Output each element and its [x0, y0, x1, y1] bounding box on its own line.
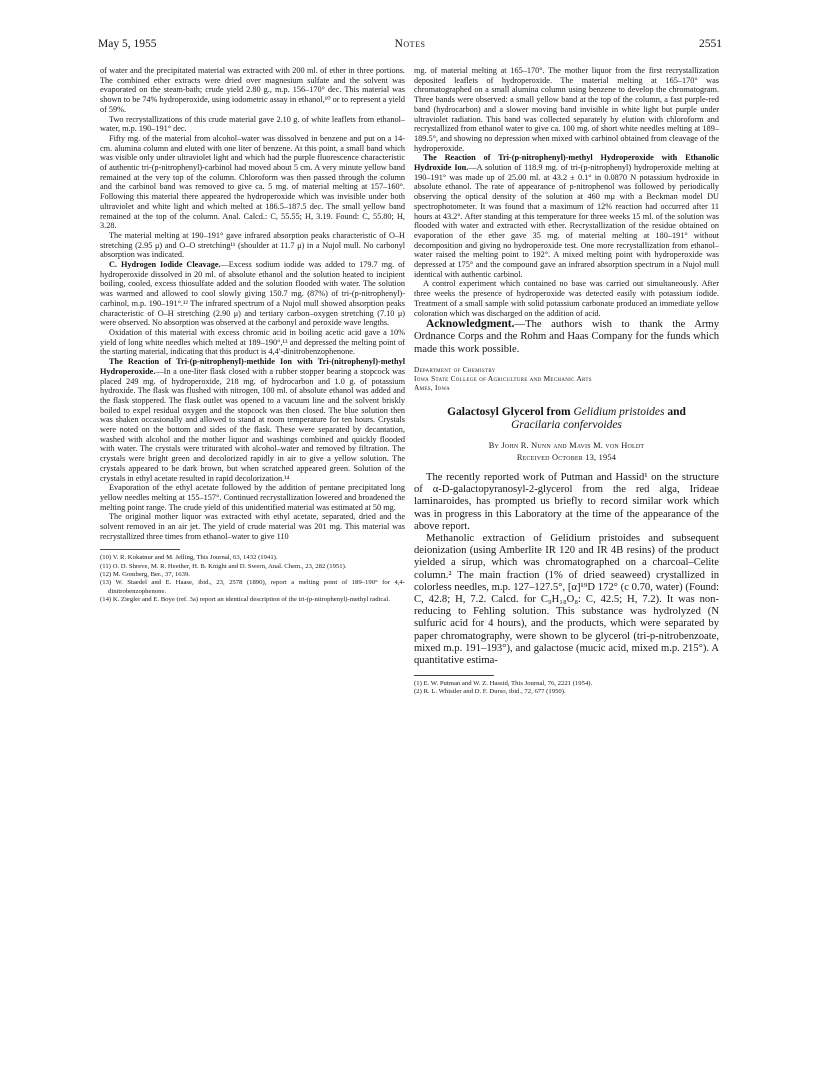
paragraph-text: —Excess sodium iodide was added to 179.7 mg. of hydroperoxide dissolved in 20 ml. of absolute ethanol and the solution heated to incipient boiling, cooled, excess thiosulfate added and the solution flooded with water. The solution was warmed and allowed to cool slowly giving 150.7 mg. (87%) of tri-(p-nitrophenyl)-carbinol, m.p. 190–191°.¹² The infrared spectrum of a Nujol mull showed absorption peaks characteristic of O–H stretching (2.90 μ) and tertiary carbon–oxygen stretching (7.10 μ) were observed. No absorption was observed at the carbonyl and peroxide wave lengths.	[100, 260, 406, 328]
running-head	[98, 38, 722, 54]
footnote: (13) W. Staedel and E. Haase, ibid., 23, 2578 (1890), report a melting point of 189–190° for 4,4-dinitrobenzophenone.	[100, 579, 405, 595]
received-date: Received October 13, 1954	[516, 452, 617, 462]
paragraph: of water and the precipitated material was extracted with 200 ml. of ether in three portions. The combined ether extracts were dried over magnesium sulfate and the solvent was evaporated on the steam-bath; crude yield 2.80 g., m.p. 156–170° dec. This material was shown to be 74% hydroperoxide, using iodometric assay in ethanol,¹⁰ or to represent a yield of 59%.	[100, 66, 405, 114]
paragraph: The original mother liquor was extracted with ethyl acetate, separated, dried and the solvent removed in an air jet. The yield of crude material was 201 mg. This material was recrystallized three times from ethanol–water to give 110	[100, 512, 405, 541]
article-title-genus: Gracilaria confervoides	[511, 418, 622, 431]
section-heading: C. Hydrogen Iodide Cleavage.	[109, 260, 221, 270]
issue-date: May 5, 1955	[98, 38, 157, 50]
acknowledgment-heading: Acknowledgment.	[426, 318, 515, 331]
section-heading: The Reaction of Tri-(p-nitrophenyl)-methide Ion with Tri-(nitrophenyl)-methyl Hydroperoxide.	[100, 357, 405, 376]
footnote: (11) O. D. Shreve, M. R. Heether, H. B. Knight and D. Swern, Anal. Chem., 23, 282 (1951).	[100, 562, 347, 570]
article-title-genus: Gelidium pristoides	[573, 405, 665, 418]
affiliation-location: Ames, Iowa	[414, 382, 451, 392]
page-number: 2551	[699, 38, 722, 50]
footnote: (1) E. W. Putman and W. Z. Hassid, This Journal, 76, 2221 (1954).	[414, 680, 593, 688]
paragraph: Evaporation of the ethyl acetate followed by the addition of pentane precipitated long yellow needles melting at 155–157°. Continued recrystallization lowered and broadened the melting point range. The crude yield of this unidentified material was estimated at 50 mg.	[100, 483, 405, 512]
section-heading: The Reaction of Tri-(p-nitrophenyl)-methyl Hydroperoxide with Ethanolic Hydroxide Ion.	[414, 153, 719, 173]
paragraph: Two recrystallizations of this crude material gave 2.10 g. of white leaflets from ethanol–water, m.p. 190–191° dec.	[100, 114, 405, 134]
left-column	[100, 66, 405, 604]
paragraph: mg. of material melting at 165–170°. The mother liquor from the first recrystallization deposited leaflets of hydroperoxide. The material melting at 165–170° was chromatographed on a small alumina column using benzene to develop the chromatogram. Three bands were observed: a small yellow band at the top of the column, a fast purple-red band (hydrocarbon) and a slower moving band invisible in white light but purple under ultraviolet radiation. This band was collected separately by elution with chloroform and recrystallized from ethanol water to give ca. 100 mg. of short white needles melting at 189–189.5°, and showing no depression when mixed with carbinol obtained from cleavage of the hydroperoxide.	[414, 66, 719, 153]
affiliation-department: Department of Chemistry	[414, 364, 496, 374]
paragraph: The material melting at 190–191° gave infrared absorption peaks characteristic of O–H stretching (2.95 μ) and O–O stretching¹¹ (shoulder at 11.7 μ) in a Nujol mull. No carbonyl absorption was indicated.	[100, 230, 405, 260]
paragraph	[100, 357, 405, 483]
article-authors: By John R. Nunn and Mavis M. von Holdt	[488, 440, 645, 450]
acknowledgment-text: —The authors wish to thank the Army Ordnance Corps and the Rohm and Haas Company for the funds which made this work possible.	[414, 319, 719, 355]
paragraph: Oxidation of this material with excess chromic acid in boiling acetic acid gave a 10% yield of long white needles which melted at 189–190°,¹³ and depressed the melting point of the starting material, indicating that this product is 4,4′-dinitrobenzophenone.	[100, 327, 405, 357]
right-column	[414, 66, 719, 697]
footnote-rule	[100, 549, 180, 550]
paragraph-text: —A solution of 118.9 mg. of tri-(p-nitrophenyl) hydroperoxide melting at 190–191° was made up of 25.00 ml. at 43.2 ± 0.1° in 0.0870 N potassium hydroxide in absolute ethanol. The rate of appearance of p-nitrophenol was followed by periodically observing the optical density of the solution at 460 mμ with a Beckman model DU spectrophotometer. It was found that a maximum of 12% reaction had occurred after 11 hours at 43.2°. After standing at this temperature for three weeks 15 ml. of the solution was flooded with water and extracted with ether. Recrystallization of the residue obtained on evaporation of the ether gave 35 mg. of material melting at 180–191° without decomposition and giving no hydroperoxide test. One more recrystallization from ethanol–water raised the melting point to 192°. A mixed melting point with hydroperoxide was depressed at 175° and the compound gave an infrared absorption spectrum in a Nujol mull identical with authentic carbinol.	[414, 163, 719, 279]
footnote: (2) R. L. Whistler and D. F. Durso, ibid., 72, 677 (1950).	[414, 688, 566, 696]
affiliation-institution: Iowa State College of Agriculture and Mechanic Arts	[414, 373, 592, 383]
footnote: (12) M. Gomberg, Ber., 37, 1639.	[100, 571, 190, 579]
body-paragraph: The recently reported work of Putman and Hassid¹ on the structure of α-D-galactopyranosyl-2-glycerol from the red alga, Irideae laminaroides, has prompted us briefly to record similar work which was in progress in this Laboratory at the time of the appearance of the above report.	[414, 471, 719, 532]
affiliation	[414, 365, 719, 392]
body-paragraph: Methanolic extraction of Gelidium pristoides and subsequent deionization (using Amberlite IR 120 and IR 4B resins) of the product yielded a sirup, which was chromatographed on a charcoal–Celite column.² The main fraction (1% of dried seaweed) crystallized in colorless needles, m.p. 127–127.5°, [α]¹⁹D 172° (c 0.70, water) (Found: C, 42.8; H, 7.2. Calcd. for C₉H₁₈O₈: C, 42.5; H, 7.2). It was non-reducing to Fehling solution. This substance was hydrolyzed (N sulfuric acid for 4 hours), and the products, which were separated by paper chromatography, were shown to be glycerol (tri-p-nitrobenzoate, mixed m.p. 191–193°), and galactose (mucic acid, mixed m.p. 215°). A quantitative estima-	[414, 532, 719, 666]
acknowledgment	[414, 318, 719, 356]
footnote-rule	[414, 675, 494, 676]
section-title: Notes	[394, 38, 426, 50]
paragraph	[414, 153, 719, 279]
paragraph: A control experiment which contained no base was carried out simultaneously. After three weeks the presence of hydroperoxide was detected easily with potassium iodide. Treatment of a small sample with solid potassium carbonate produced an immediate yellow coloration which was discharged on the addition of acid.	[414, 279, 719, 318]
footnote: (14) K. Ziegler and E. Boye (ref. 3a) report an identical description of the tri-(p-nitrophenyl)-methyl radical.	[100, 595, 390, 603]
article-title-text: Galactosyl Glycerol from	[447, 405, 574, 418]
article-title	[414, 406, 719, 432]
article-title-text: and	[664, 405, 686, 418]
footnote: (10) V. R. Kokatnur and M. Jelling, This Journal, 63, 1432 (1941).	[100, 554, 278, 562]
paragraph: Fifty mg. of the material from alcohol–water was dissolved in benzene and put on a 14-cm. alumina column and eluted with one liter of benzene. At this point, a small band which was visible only under ultraviolet light and which had the purple fluorescence characteristic of authentic tri-(p-nitrophenyl)-carbinol had moved about 5 cm. A very minute yellow band remained at the very top of the column. Chloroform was then passed through the column and the carbinol band was removed to give ca. 5 mg. of material melting at 157–160°. Following this material there appeared the hydroperoxide which was invisible under both ultraviolet and white light and which melted at 186.5–187.5 dec. The small yellow band remained at the top of the column. Anal. Calcd.: C, 55.55; H, 3.19. Found: C, 55.80; H, 3.28.	[100, 133, 405, 231]
paragraph	[100, 260, 405, 328]
paragraph-text: —In a one-liter flask closed with a rubber stopper bearing a stopcock was placed 249 mg. of hydroperoxide, 218 mg. of hydrocarbon and 1.0 g. of potassium hydroxide. The flask was flushed with nitrogen, 100 ml. of absolute ethanol was added and the flask stoppered. The flask outlet was opened to a vacuum line and the solvent briskly boiled to expel residual oxygen and the stopcock was then closed. The blue solution then was shaken occasionally and allowed to stand at room temperature for ten hours. Crystals were noted on the bottom and sides of the flask. These were separated by decantation, washed with alcohol and the mother liquor and washings combined and quickly flooded with water. The crystals were triturated with alcohol–water and removed by filtration. The crystals were bright green and decolorized rapidly in air to give a yellow solution. The crystals appeared to be dark brown, but when scratched appeared green. Solution of the crystals in ethyl acetate resulted in rapid decolorization.¹⁴	[100, 366, 405, 483]
